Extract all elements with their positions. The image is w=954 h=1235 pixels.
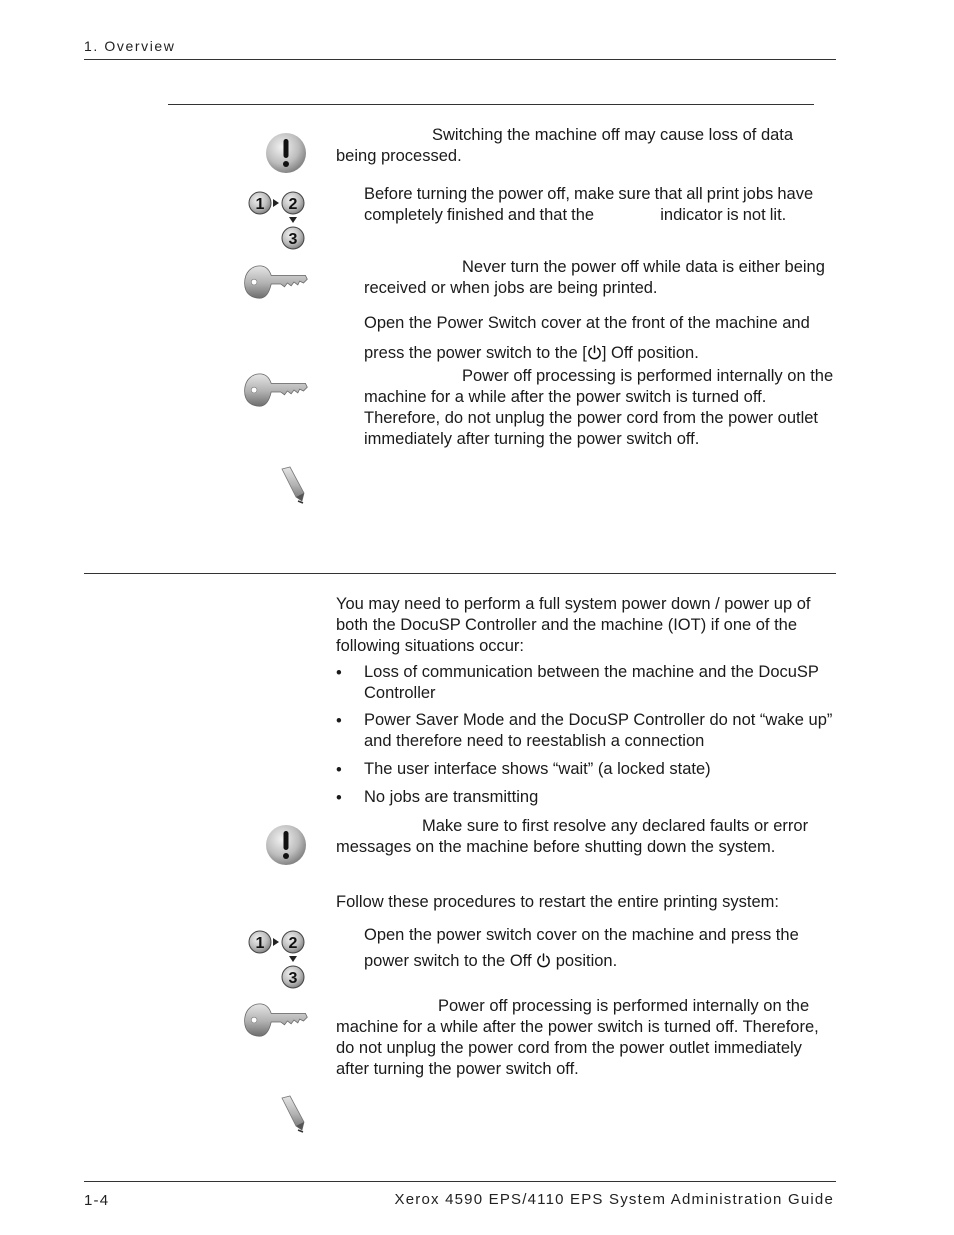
footer-rule (84, 1181, 836, 1182)
key-text: Power off processing is performed internally on the machine for a while after the power switch is turned off. Therefore, do not unplug the power cord from the power outlet immediately after turning the power switch off. (336, 997, 819, 1078)
bullet-marker: • (336, 712, 342, 730)
step-text-part-a: Before turning the power off, make sure that all print jobs have completely finished and that the (364, 185, 814, 224)
step-line-b1: power switch to the Off (364, 952, 532, 970)
power-symbol-icon (536, 953, 551, 968)
numbered-steps-icon (246, 928, 306, 990)
procedure-intro: Follow these procedures to restart the entire printing system: (336, 893, 779, 911)
page-number: 1-4 (84, 1192, 110, 1209)
key-text: Never turn the power off while data is either being received or when jobs are being printed. (364, 258, 825, 297)
instruction-line-b2: ] Off position. (601, 344, 699, 362)
bullet-marker: • (336, 761, 342, 779)
step-line-a: Open the power switch cover on the machine and press the (364, 926, 799, 944)
instruction-line-a: Open the Power Switch cover at the front of the machine and (364, 314, 810, 332)
footer-title: Xerox 4590 EPS/4110 EPS System Administration Guide (394, 1191, 834, 1208)
power-symbol-icon (587, 345, 602, 360)
key-text: Power off processing is performed internally on the machine for a while after the power switch is turned off. Therefore, do not unplug the power cord from the power outlet immediately after turning the power switch off. (364, 367, 834, 448)
instruction-line-b1: press the power switch to the [ (364, 344, 587, 362)
intro-paragraph: You may need to perform a full system power down / power up of both the DocuSP Controller and the machine (IOT) if one of the following situations occur: (336, 595, 811, 655)
step-text-part-b: indicator is not lit. (660, 206, 787, 224)
section-divider (168, 104, 814, 105)
key-icon (240, 264, 310, 302)
bullet-marker: • (336, 664, 342, 682)
caution-icon (264, 823, 308, 867)
header-rule (84, 59, 836, 60)
running-header: 1. Overview (84, 38, 176, 54)
list-item: No jobs are transmitting (364, 788, 539, 806)
list-item: Loss of communication between the machine and the DocuSP Controller (364, 663, 819, 702)
caution-icon (264, 131, 308, 175)
key-icon (240, 1002, 310, 1040)
step-text (364, 184, 839, 226)
caution-text: Make sure to first resolve any declared faults or error messages on the machine before shutting down the system. (336, 817, 809, 856)
note-pencil-icon (274, 465, 310, 505)
step-text (364, 922, 839, 974)
list-item: Power Saver Mode and the DocuSP Controller do not “wake up” and therefore need to reestablish a connection (364, 711, 833, 750)
numbered-steps-icon (246, 189, 306, 251)
instruction-text (364, 308, 839, 368)
bullet-marker: • (336, 789, 342, 807)
section-divider (84, 573, 836, 574)
step-line-b2: position. (555, 952, 618, 970)
caution-text: Switching the machine off may cause loss of data being processed. (336, 126, 794, 165)
list-item: The user interface shows “wait” (a locked state) (364, 760, 711, 778)
note-pencil-icon (274, 1094, 310, 1134)
key-icon (240, 372, 310, 410)
